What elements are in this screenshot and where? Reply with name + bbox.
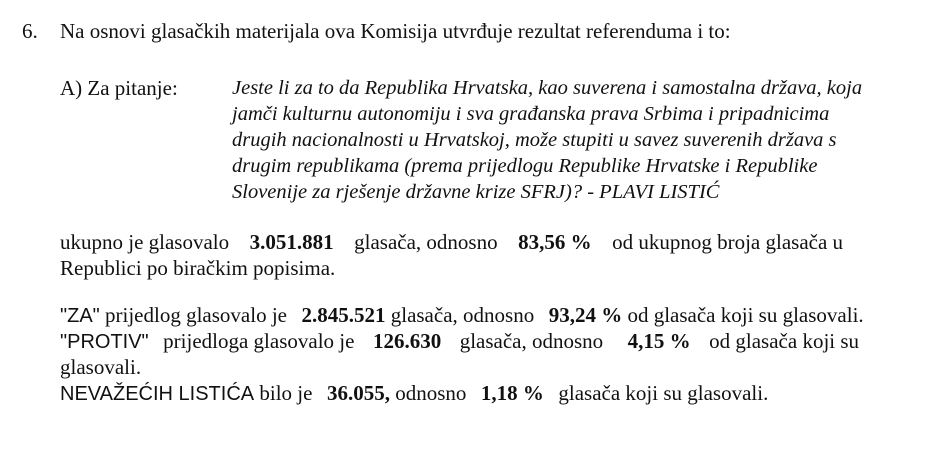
result-za-label: "ZA" [60, 305, 100, 327]
result-za-suffix: od glasača koji su glasovali. [627, 303, 864, 327]
question-line: drugih nacionalnosti u Hrvatskoj, može stupiti u savez suverenih država s [232, 129, 837, 151]
result-invalid-label: NEVAŽEĆIH LISTIĆA [60, 383, 255, 405]
result-protiv-label: "PROTIV" [60, 331, 149, 353]
result-protiv-count: 126.630 [372, 329, 442, 353]
result-za-text: prijedlog glasovalo je [105, 303, 287, 327]
result-invalid-percent: 1,18 % [480, 381, 544, 405]
result-protiv-line [60, 331, 859, 352]
turnout-continuation: Republici po biračkim popisima. [60, 256, 336, 280]
result-invalid-middle: odnosno [395, 381, 467, 405]
result-protiv-percent: 4,15 % [627, 329, 691, 353]
turnout-prefix: ukupno je glasovalo [60, 230, 230, 254]
result-invalid-line [60, 383, 768, 404]
turnout-suffix: od ukupnog broja glasača u [612, 230, 844, 254]
turnout-line [60, 232, 843, 253]
question-label: A) Za pitanje: [60, 76, 178, 100]
question-line: Slovenije za rješenje državne krize SFRJ)? - PLAVI LISTIĆ [232, 181, 720, 203]
question-line: jamči kulturnu autonomiju i sva građanska prava Srbima i pripadnicima [232, 103, 830, 125]
result-invalid-count: 36.055, [326, 381, 390, 405]
result-invalid-suffix: glasača koji su glasovali. [558, 381, 769, 405]
result-protiv-text: prijedloga glasovalo je [163, 329, 355, 353]
result-protiv-continuation: glasovali. [60, 355, 142, 379]
turnout-voters: 3.051.881 [249, 230, 334, 254]
turnout-middle: glasača, odnosno [354, 230, 498, 254]
question-line: Jeste li za to da Republika Hrvatska, kao suverena i samostalna država, koja [232, 77, 863, 99]
result-za-count: 2.845.521 [301, 303, 386, 327]
question-line: drugim republikama (prema prijedlogu Republike Hrvatske i Republike [232, 155, 818, 177]
result-za-percent: 93,24 % [548, 303, 623, 327]
item-number: 6. [22, 19, 38, 43]
item-heading: Na osnovi glasačkih materijala ova Komisija utvrđuje rezultat referenduma i to: [60, 19, 731, 43]
result-invalid-text: bilo je [259, 381, 313, 405]
result-protiv-middle: glasača, odnosno [459, 329, 604, 353]
result-za-middle: glasača, odnosno [390, 303, 535, 327]
turnout-percent: 83,56 % [518, 230, 592, 254]
result-protiv-suffix: od glasača koji su [709, 329, 860, 353]
result-za-line [60, 305, 864, 326]
